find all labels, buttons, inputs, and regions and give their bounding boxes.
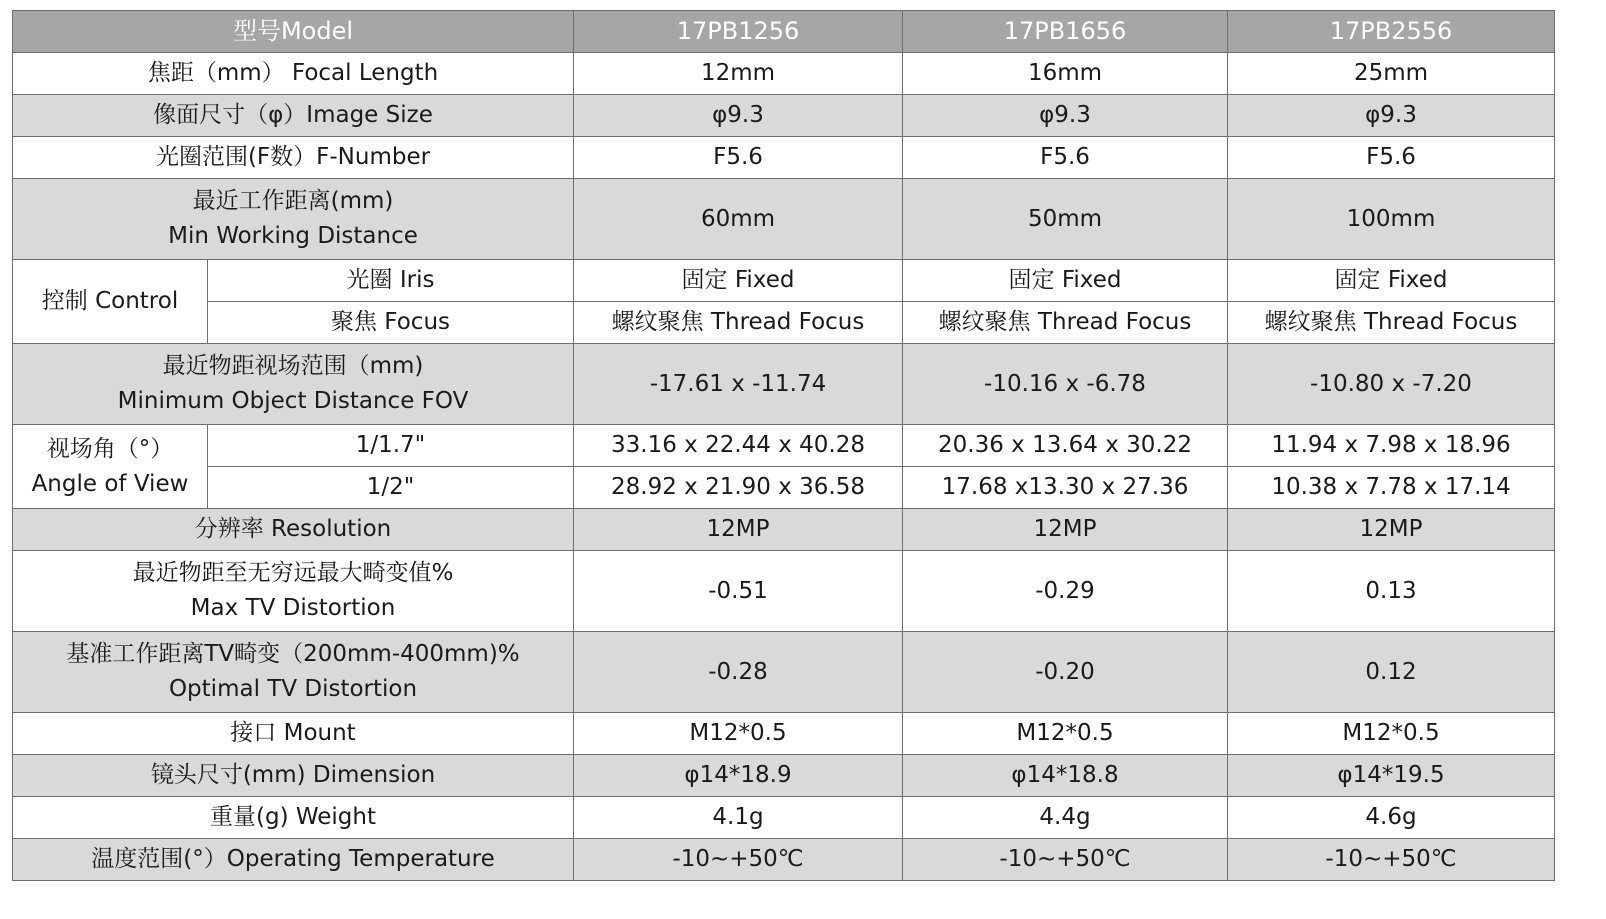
- resolution-label: 分辨率 Resolution: [13, 509, 574, 551]
- angle-of-view-value: 20.36 x 13.64 x 30.22: [903, 425, 1228, 467]
- operating-temperature-value: -10~+50℃: [574, 839, 903, 881]
- focal-length-label: 焦距（mm） Focal Length: [13, 53, 574, 95]
- sensor-1-2-label: 1/2": [208, 467, 574, 509]
- angle-of-view-value: 11.94 x 7.98 x 18.96: [1228, 425, 1555, 467]
- focus-value: 螺纹聚焦 Thread Focus: [574, 302, 903, 344]
- iris-label: 光圈 Iris: [208, 260, 574, 302]
- model-3-header: 17PB2556: [1228, 11, 1555, 53]
- weight-value: 4.4g: [903, 797, 1228, 839]
- weight-value: 4.1g: [574, 797, 903, 839]
- control-iris-row: [13, 260, 1555, 302]
- optimal-tv-distortion-value: 0.12: [1228, 632, 1555, 713]
- operating-temperature-value: -10~+50℃: [903, 839, 1228, 881]
- min-object-fov-label: [13, 344, 574, 425]
- angle-of-view-label-en: Angle of View: [31, 470, 189, 497]
- dimension-value: φ14*18.9: [574, 755, 903, 797]
- min-object-fov-label-cn: 最近物距视场范围（mm): [162, 353, 424, 379]
- f-number-value: F5.6: [903, 137, 1228, 179]
- optimal-tv-distortion-row: [13, 632, 1555, 713]
- min-working-distance-label-en: Min Working Distance: [168, 223, 418, 249]
- weight-label: 重量(g) Weight: [13, 797, 574, 839]
- control-group-label: 控制 Control: [13, 260, 208, 344]
- angle-of-view-row-1: [13, 425, 1555, 467]
- min-working-distance-row: [13, 179, 1555, 260]
- weight-value: 4.6g: [1228, 797, 1555, 839]
- max-tv-distortion-label-cn: 最近物距至无穷远最大畸变值%: [132, 560, 454, 586]
- f-number-label: 光圈范围(F数）F-Number: [13, 137, 574, 179]
- iris-value: 固定 Fixed: [574, 260, 903, 302]
- min-object-fov-label-en: Minimum Object Distance FOV: [117, 388, 469, 414]
- focal-length-value: 16mm: [903, 53, 1228, 95]
- f-number-value: F5.6: [574, 137, 903, 179]
- resolution-value: 12MP: [903, 509, 1228, 551]
- optimal-tv-distortion-value: -0.20: [903, 632, 1228, 713]
- optimal-tv-distortion-label: [13, 632, 574, 713]
- min-working-distance-value: 100mm: [1228, 179, 1555, 260]
- angle-of-view-value: 17.68 x13.30 x 27.36: [903, 467, 1228, 509]
- image-size-value: φ9.3: [1228, 95, 1555, 137]
- min-working-distance-label: [13, 179, 574, 260]
- focus-value: 螺纹聚焦 Thread Focus: [1228, 302, 1555, 344]
- angle-of-view-group-label: [13, 425, 208, 509]
- dimension-label: 镜头尺寸(mm) Dimension: [13, 755, 574, 797]
- min-working-distance-value: 60mm: [574, 179, 903, 260]
- focal-length-row: [13, 53, 1555, 95]
- max-tv-distortion-value: -0.51: [574, 551, 903, 632]
- operating-temperature-label: 温度范围(°）Operating Temperature: [13, 839, 574, 881]
- min-object-fov-value: -10.80 x -7.20: [1228, 344, 1555, 425]
- angle-of-view-label-cn: 视场角（°）: [46, 435, 174, 462]
- focal-length-value: 25mm: [1228, 53, 1555, 95]
- angle-of-view-row-2: [13, 467, 1555, 509]
- angle-of-view-value: 33.16 x 22.44 x 40.28: [574, 425, 903, 467]
- lens-spec-table: [12, 10, 1555, 881]
- iris-value: 固定 Fixed: [1228, 260, 1555, 302]
- header-row: [13, 11, 1555, 53]
- min-object-fov-value: -17.61 x -11.74: [574, 344, 903, 425]
- header-label: 型号Model: [13, 11, 574, 53]
- max-tv-distortion-row: [13, 551, 1555, 632]
- optimal-tv-distortion-label-cn: 基准工作距离TV畸变（200mm-400mm)%: [66, 641, 520, 667]
- f-number-value: F5.6: [1228, 137, 1555, 179]
- optimal-tv-distortion-label-en: Optimal TV Distortion: [168, 676, 418, 702]
- operating-temperature-row: [13, 839, 1555, 881]
- image-size-value: φ9.3: [903, 95, 1228, 137]
- mount-value: M12*0.5: [1228, 713, 1555, 755]
- optimal-tv-distortion-value: -0.28: [574, 632, 903, 713]
- f-number-row: [13, 137, 1555, 179]
- operating-temperature-value: -10~+50℃: [1228, 839, 1555, 881]
- weight-row: [13, 797, 1555, 839]
- model-2-header: 17PB1656: [903, 11, 1228, 53]
- min-object-fov-row: [13, 344, 1555, 425]
- max-tv-distortion-label-en: Max TV Distortion: [190, 595, 396, 621]
- dimension-value: φ14*19.5: [1228, 755, 1555, 797]
- mount-value: M12*0.5: [574, 713, 903, 755]
- dimension-value: φ14*18.8: [903, 755, 1228, 797]
- control-focus-row: [13, 302, 1555, 344]
- mount-row: [13, 713, 1555, 755]
- image-size-value: φ9.3: [574, 95, 903, 137]
- min-working-distance-label-cn: 最近工作距离(mm): [192, 188, 394, 214]
- max-tv-distortion-label: [13, 551, 574, 632]
- dimension-row: [13, 755, 1555, 797]
- resolution-value: 12MP: [574, 509, 903, 551]
- model-1-header: 17PB1256: [574, 11, 903, 53]
- focus-value: 螺纹聚焦 Thread Focus: [903, 302, 1228, 344]
- max-tv-distortion-value: 0.13: [1228, 551, 1555, 632]
- image-size-row: [13, 95, 1555, 137]
- min-working-distance-value: 50mm: [903, 179, 1228, 260]
- sensor-1-1-7-label: 1/1.7": [208, 425, 574, 467]
- resolution-row: [13, 509, 1555, 551]
- min-object-fov-value: -10.16 x -6.78: [903, 344, 1228, 425]
- focus-label: 聚焦 Focus: [208, 302, 574, 344]
- image-size-label: 像面尺寸（φ）Image Size: [13, 95, 574, 137]
- resolution-value: 12MP: [1228, 509, 1555, 551]
- iris-value: 固定 Fixed: [903, 260, 1228, 302]
- max-tv-distortion-value: -0.29: [903, 551, 1228, 632]
- mount-value: M12*0.5: [903, 713, 1228, 755]
- angle-of-view-value: 10.38 x 7.78 x 17.14: [1228, 467, 1555, 509]
- focal-length-value: 12mm: [574, 53, 903, 95]
- angle-of-view-value: 28.92 x 21.90 x 36.58: [574, 467, 903, 509]
- mount-label: 接口 Mount: [13, 713, 574, 755]
